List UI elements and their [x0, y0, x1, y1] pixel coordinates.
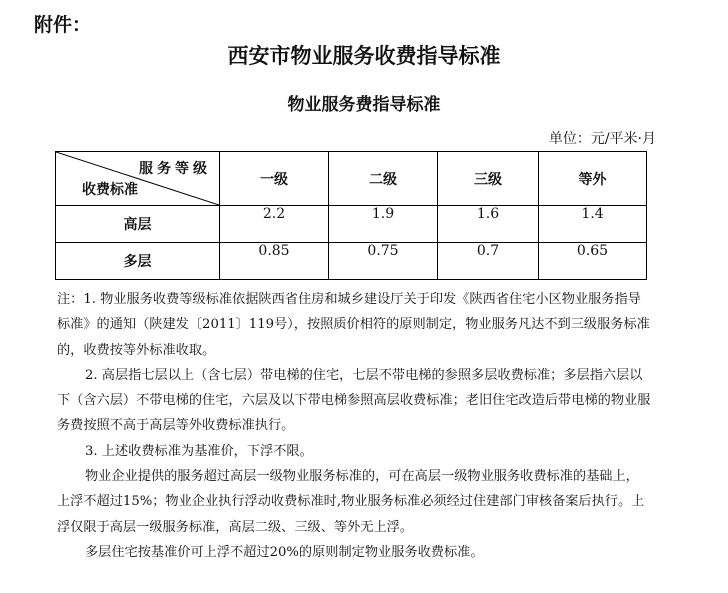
- document-subtitle: 物业服务费指导标准: [287, 95, 441, 115]
- table-row: [56, 206, 647, 243]
- notes-section: [57, 287, 651, 565]
- corner-fee-standard-label: 收费标准: [82, 182, 138, 198]
- row-label-high-rise: 高层: [56, 206, 220, 243]
- note-paragraph: 多层住宅按基准价可上浮不超过20%的原则制定物业服务收费标准。: [85, 544, 484, 560]
- table-cell: 1.4: [539, 206, 647, 243]
- table-header-row: [56, 152, 647, 206]
- row-label-multi-storey: 多层: [56, 243, 220, 280]
- unit-label: 单位：元/平米·月: [548, 131, 656, 147]
- fee-standard-table: [55, 151, 647, 280]
- note-paragraph: 物业企业提供的服务超过高层一级物业服务标准的，可在高层一级物业服务收费标准的基础上，上浮不超过15%；物业企业执行浮动收费标准时,物业服务标准必须经过住建部门审核备案后执行。上浮仅限于高层一级服务标准，高层二级、三级、等外无上浮。: [57, 469, 645, 535]
- grade-header-3: 三级: [438, 152, 539, 206]
- grade-header-4: 等外: [539, 152, 647, 206]
- table-cell: 1.6: [438, 206, 539, 243]
- table-cell: 0.7: [438, 243, 539, 280]
- note-paragraph: 2. 高层指七层以上（含七层）带电梯的住宅，七层不带电梯的参照多层收费标准；多层指六层以下（含六层）不带电梯的住宅，六层及以下带电梯参照高层收费标准；老旧住宅改造后带电梯的物业服务费按照不高于高层等外收费标准执行。: [57, 367, 651, 434]
- table-cell: 0.75: [329, 243, 438, 280]
- note-paragraph: 注：1. 物业服务收费等级标准依据陕西省住房和城乡建设厅关于印发《陕西省住宅小区物业服务指导标准》的通知（陕建发〔2011〕119号），按照质价相符的原则制定，物业服务凡达不到三级服务标准的，收费按等外标准收取。: [57, 292, 650, 358]
- table-cell: 1.9: [329, 206, 438, 243]
- grade-header-2: 二级: [329, 152, 438, 206]
- document-title: 西安市物业服务收费指导标准: [227, 44, 501, 68]
- table-cell: 0.85: [220, 243, 329, 280]
- attachment-label: 附件：: [34, 14, 92, 36]
- table-corner-cell: [56, 152, 220, 206]
- table-row: [56, 243, 647, 280]
- corner-service-grade-label: 服务等级: [139, 161, 211, 177]
- table-cell: 0.65: [539, 243, 647, 280]
- note-paragraph: 3. 上述收费标准为基准价，下浮不限。: [85, 443, 313, 459]
- grade-header-1: 一级: [220, 152, 329, 206]
- table-cell: 2.2: [220, 206, 329, 243]
